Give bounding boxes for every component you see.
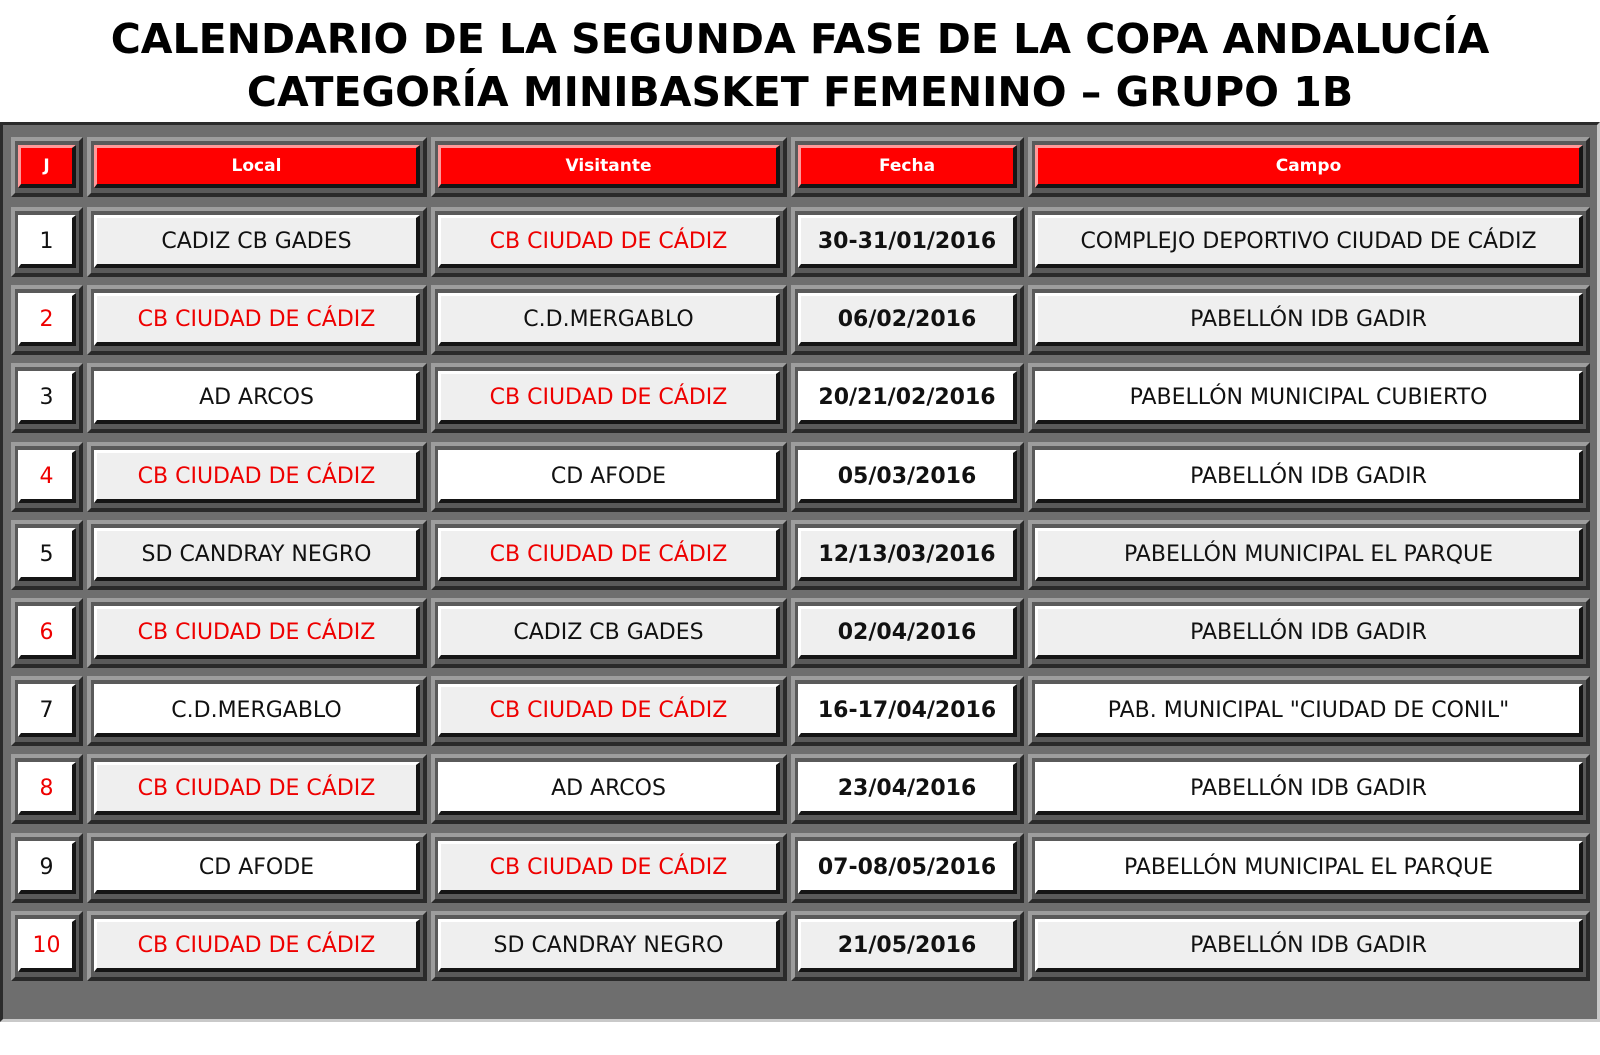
round-number: 1 (18, 215, 76, 268)
venue: PABELLÓN IDB GADIR (1035, 450, 1583, 503)
match-date: 21/05/2016 (798, 919, 1017, 972)
local-team: CB CIUDAD DE CÁDIZ (94, 450, 420, 503)
round-number: 5 (18, 528, 76, 581)
venue: PABELLÓN MUNICIPAL EL PARQUE (1035, 841, 1583, 894)
header-local: Local (94, 145, 420, 188)
header-campo: Campo (1035, 145, 1583, 188)
venue: PABELLÓN IDB GADIR (1035, 762, 1583, 815)
local-team: CD AFODE (94, 841, 420, 894)
venue: PAB. MUNICIPAL "CIUDAD DE CONIL" (1035, 684, 1583, 737)
header-visitante: Visitante (438, 145, 780, 188)
round-number: 3 (18, 371, 76, 424)
local-team: CB CIUDAD DE CÁDIZ (94, 606, 420, 659)
match-date: 02/04/2016 (798, 606, 1017, 659)
venue: COMPLEJO DEPORTIVO CIUDAD DE CÁDIZ (1035, 215, 1583, 268)
local-team: CB CIUDAD DE CÁDIZ (94, 919, 420, 972)
venue: PABELLÓN IDB GADIR (1035, 293, 1583, 346)
local-team: CB CIUDAD DE CÁDIZ (94, 293, 420, 346)
local-team: CADIZ CB GADES (94, 215, 420, 268)
venue: PABELLÓN IDB GADIR (1035, 919, 1583, 972)
visitor-team: CB CIUDAD DE CÁDIZ (438, 841, 780, 894)
round-number: 8 (18, 762, 76, 815)
visitor-team: CB CIUDAD DE CÁDIZ (438, 371, 780, 424)
schedule-table (0, 122, 1600, 1022)
match-date: 06/02/2016 (798, 293, 1017, 346)
venue: PABELLÓN MUNICIPAL EL PARQUE (1035, 528, 1583, 581)
round-number: 2 (18, 293, 76, 346)
visitor-team: C.D.MERGABLO (438, 293, 780, 346)
page-subtitle: CATEGORÍA MINIBASKET FEMENINO – GRUPO 1B (246, 68, 1354, 116)
header-j: J (18, 145, 76, 188)
round-number: 9 (18, 841, 76, 894)
local-team: CB CIUDAD DE CÁDIZ (94, 762, 420, 815)
match-date: 16-17/04/2016 (798, 684, 1017, 737)
match-date: 30-31/01/2016 (798, 215, 1017, 268)
round-number: 4 (18, 450, 76, 503)
local-team: C.D.MERGABLO (94, 684, 420, 737)
header-fecha: Fecha (798, 145, 1017, 188)
visitor-team: CB CIUDAD DE CÁDIZ (438, 528, 780, 581)
round-number: 6 (18, 606, 76, 659)
visitor-team: CB CIUDAD DE CÁDIZ (438, 684, 780, 737)
local-team: AD ARCOS (94, 371, 420, 424)
match-date: 23/04/2016 (798, 762, 1017, 815)
match-date: 05/03/2016 (798, 450, 1017, 503)
match-date: 07-08/05/2016 (798, 841, 1017, 894)
visitor-team: SD CANDRAY NEGRO (438, 919, 780, 972)
page-title: CALENDARIO DE LA SEGUNDA FASE DE LA COPA ANDALUCÍA (110, 15, 1490, 63)
match-date: 12/13/03/2016 (798, 528, 1017, 581)
visitor-team: CB CIUDAD DE CÁDIZ (438, 215, 780, 268)
venue: PABELLÓN IDB GADIR (1035, 606, 1583, 659)
match-date: 20/21/02/2016 (798, 371, 1017, 424)
visitor-team: AD ARCOS (438, 762, 780, 815)
visitor-team: CD AFODE (438, 450, 780, 503)
venue: PABELLÓN MUNICIPAL CUBIERTO (1035, 371, 1583, 424)
visitor-team: CADIZ CB GADES (438, 606, 780, 659)
round-number: 7 (18, 684, 76, 737)
local-team: SD CANDRAY NEGRO (94, 528, 420, 581)
round-number: 10 (18, 919, 76, 972)
